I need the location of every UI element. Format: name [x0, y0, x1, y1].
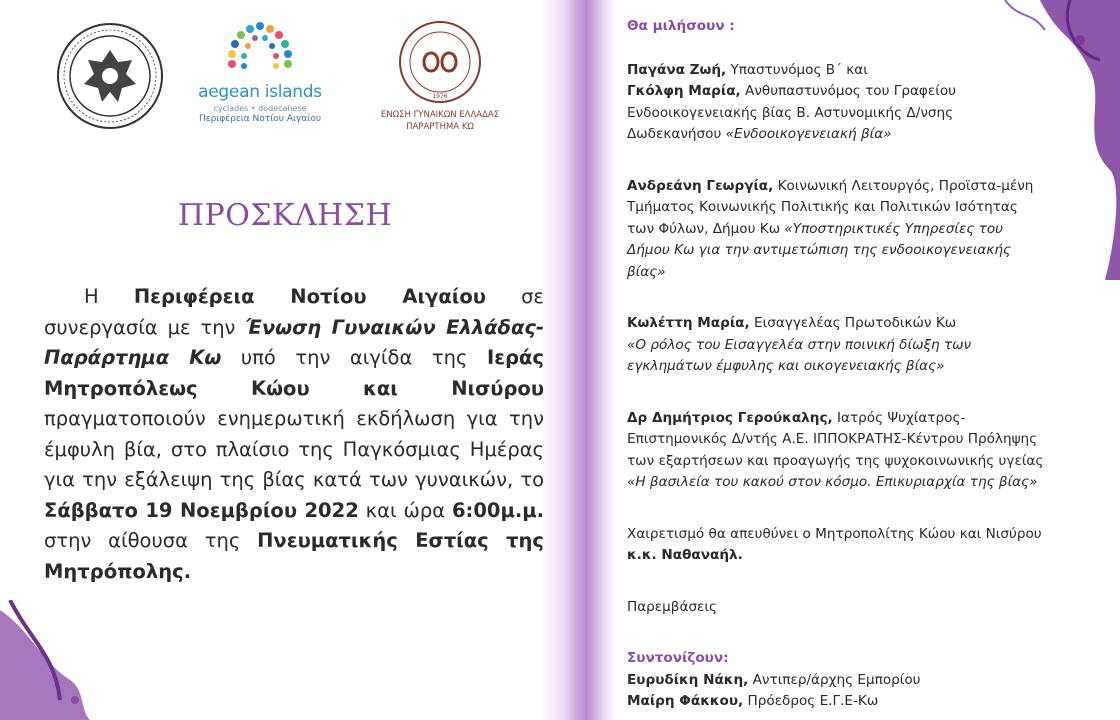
purple-swirl-decoration [0, 600, 90, 720]
speakers-heading: Θα μιλήσουν : [627, 18, 735, 34]
speaker-topic: «Ο ρόλος του Εισαγγελέα στην ποινική δίωξη των εγκλημάτων έμφυλης και οικογενειακής βίας» [627, 336, 972, 374]
coordinator-name: Ευρυδίκη Νάκη, [627, 671, 749, 688]
event-time: 6:00μ.μ. [451, 498, 544, 522]
partner-name: Ένωση Γυναικών Ελλάδας-Παράρτημα Κω [44, 315, 544, 369]
aegean-islands-logo [190, 18, 330, 126]
coordinator-role: Πρόεδρος Ε.Γ.Ε-Κω [743, 693, 879, 709]
body-text: στην αίθουσα της [44, 529, 258, 552]
body-text: Η [84, 285, 134, 308]
coordinator-role: Αντιπερ/άρχης Εμπορίου [748, 671, 921, 688]
organizer-name: Περιφέρεια Νοτίου Αιγαίου [133, 285, 486, 308]
body-text: και ώρα [358, 498, 452, 522]
body-text: σε συνεργασία με την [44, 285, 544, 339]
coordinators-heading: Συντονίζουν: [627, 650, 729, 666]
page-spine [540, 0, 615, 720]
coordinator-name: Μαίρη Φάκκου, [627, 693, 744, 709]
greeting-line [627, 524, 1047, 567]
event-venue: Πνευματικής Εστίας της Μητρόπολης. [44, 529, 544, 583]
metropolis-seal-logo [56, 22, 164, 130]
speaker-name: Ανδρεάνη Γεωργία, [627, 177, 774, 194]
aegean-sub-text: cyclades • dodecanese [213, 104, 307, 113]
speaker-role: Ιατρός Ψυχίατρος-Επιστημονικός Δ/ντής Α.Ε. ΙΠΠΟΚΡΑΤΗΣ-Κέντρου Πρόληψης των εξαρτήσεων και προαγωγής της ψυχοκοινωνικής υγείας [627, 409, 1044, 469]
speaker-role: Κοινωνική Λειτουργός, Προϊστα-μένη Τμήματος Κοινωνικής Πολιτικής και Πολιτικών Ισότητας των Φύλων, Δήμου Κω [627, 177, 1034, 237]
speaker-name: Γκόλφη Μαρία, [627, 83, 741, 99]
speaker-role: Ανθυπαστυνόμος του Γραφείου Ενδοοικογενειακής βίας Β. Αστυνομικής Δ/νσης Δωδεκανήσου [627, 83, 957, 142]
invitation-body [44, 282, 544, 587]
speaker-entry [627, 408, 1047, 494]
speaker-topic: «Υποστηρικτικές Υπηρεσίες του Δήμου Κω για την αντιμετώπιση της ενδοοικογενειακής βίας» [627, 220, 1011, 280]
speaker-name: Δρ Δημήτριος Γερούκαλης, [627, 409, 833, 426]
body-text: πραγματοποιούν ενημερωτική εκδήλωση για την έμφυλη βία, στο πλαίσιο της Παγκόσμιας Ημέρας για την εξάλειψη της βίας κατά των γυναικών, το [44, 407, 544, 491]
speaker-topic: «Η βασιλεία του κακού στον κόσμο. Επικυριαρχία της βίας» [627, 474, 1038, 490]
speaker-name: Κωλέττη Μαρία, [627, 315, 750, 331]
speaker-entry [627, 60, 1047, 146]
coordinator-entry [627, 691, 1047, 713]
speaker-entry [627, 176, 1047, 284]
coordinator-entry [627, 670, 1047, 692]
aegean-region-text: Περιφέρεια Νοτίου Αιγαίου [198, 114, 322, 124]
speakers-column [627, 16, 1047, 713]
body-text: υπό την αιγίδα της [221, 346, 487, 369]
womens-union-branch: ΠΑΡΑΡΤΗΜΑ ΚΩ [406, 122, 474, 132]
patron-name: Ιεράς Μητροπόλεως Κώου και Νισύρου [44, 346, 544, 400]
speaker-role: Υπαστυνόμος Β΄ και [726, 61, 868, 78]
speaker-entry [627, 313, 1047, 378]
event-date: Σάββατο 19 Νοεμβρίου 2022 [44, 498, 359, 522]
speaker-role: Εισαγγελέας Πρωτοδικών Κω [749, 315, 957, 331]
aegean-brand-text: aegean islands [198, 82, 322, 102]
svg-text:1976: 1976 [432, 93, 448, 100]
metropolitan-name: κ.κ. Ναθαναήλ. [627, 547, 743, 563]
greeting-text: Χαιρετισμό θα απευθύνει ο Μητροπολίτης Κώου και Νισύρου [627, 525, 1042, 542]
womens-union-logo [360, 18, 520, 138]
speaker-topic: «Ενδοοικογενειακή βία» [725, 126, 892, 142]
speaker-name: Παγάνα Ζωή, [627, 61, 727, 78]
interventions-label: Παρεμβάσεις [627, 598, 717, 615]
invitation-title: ΠΡΟΣΚΛΗΣΗ [177, 198, 393, 233]
womens-union-caption: ΕΝΩΣΗ ΓΥΝΑΙΚΩΝ ΕΛΛΑΔΑΣ [380, 110, 500, 120]
